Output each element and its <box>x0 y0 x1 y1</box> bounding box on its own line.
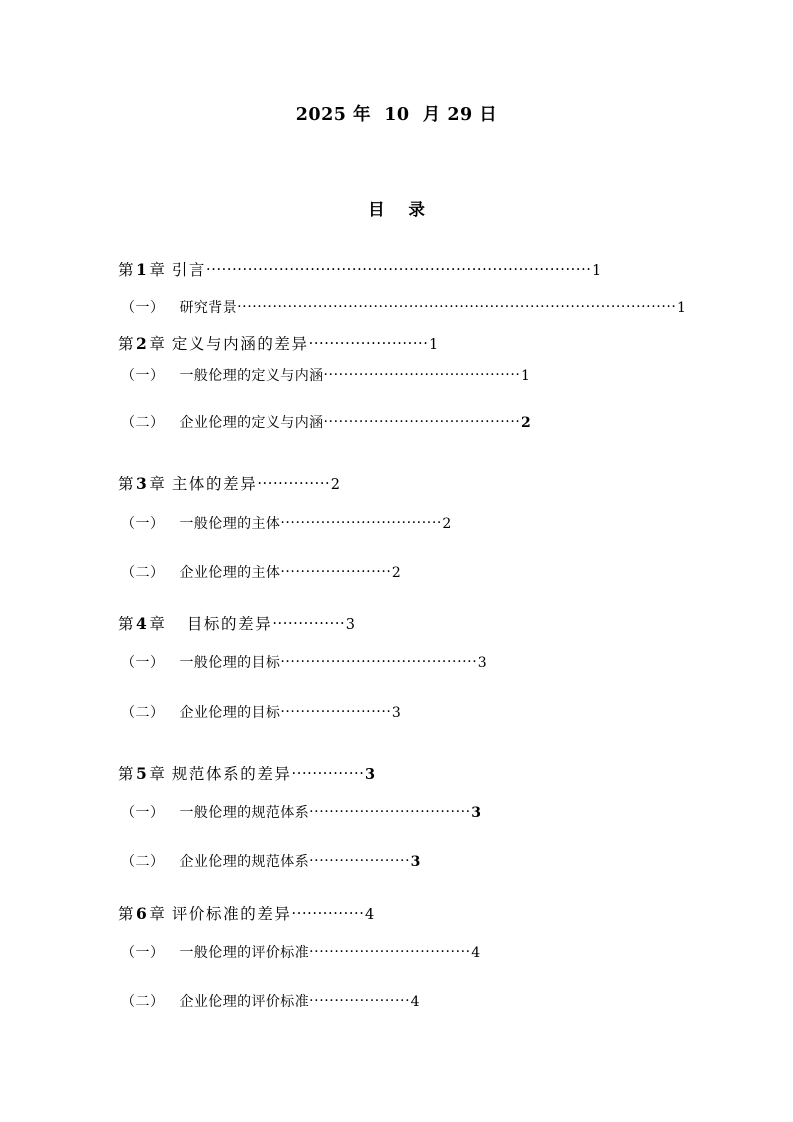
toc-section-row[interactable] <box>121 365 530 385</box>
toc-page-number: 1 <box>676 300 686 316</box>
toc-page-number: 3 <box>471 805 481 821</box>
toc-chapter-row[interactable] <box>118 902 374 924</box>
section-marker: （一） <box>121 805 165 821</box>
toc-entry-title: 企业伦理的评价标准 <box>179 994 310 1010</box>
page-title: 目 录 <box>368 200 434 219</box>
toc-section-row[interactable] <box>121 297 686 317</box>
toc-page-number: 2 <box>520 415 531 431</box>
chapter-unit: 章 <box>149 905 165 923</box>
chapter-label <box>118 902 165 924</box>
chapter-label <box>118 258 165 280</box>
chapter-prefix: 第 <box>118 335 134 353</box>
dot-leader: ······················································································· <box>237 300 677 314</box>
section-marker: （二） <box>121 415 165 431</box>
document-date: 2025 年 10 月 29 日 <box>295 105 498 125</box>
toc-page-number: 1 <box>520 368 530 384</box>
toc-section-row[interactable] <box>121 652 487 672</box>
dot-leader: ···················· <box>309 854 411 868</box>
toc-page-number: 4 <box>410 994 420 1010</box>
chapter-prefix: 第 <box>118 615 134 633</box>
toc-page-number: 3 <box>364 766 376 783</box>
toc-entry-title: 引言 <box>171 261 207 279</box>
dot-leader: ······································· <box>280 655 478 669</box>
chapter-label <box>118 332 165 354</box>
section-marker: （二） <box>121 705 165 721</box>
chapter-number: 1 <box>136 260 147 279</box>
toc-page-number: 2 <box>330 477 341 493</box>
chapter-number: 6 <box>136 904 147 923</box>
dot-leader: ···················· <box>309 994 411 1008</box>
chapter-unit: 章 <box>149 615 165 633</box>
toc-entry-title: 定义与内涵的差异 <box>171 335 309 353</box>
toc-entry-title: 主体的差异 <box>171 475 258 493</box>
toc-section-row[interactable] <box>121 851 420 871</box>
dot-leader: ······················ <box>280 705 392 719</box>
dot-leader: ································ <box>280 516 442 530</box>
toc-chapter-row[interactable] <box>118 258 601 280</box>
chapter-prefix: 第 <box>118 905 134 923</box>
dot-leader: ································ <box>309 945 471 959</box>
toc-entry-title: 一般伦理的目标 <box>179 655 281 671</box>
dot-leader: ·············· <box>291 907 365 922</box>
chapter-prefix: 第 <box>118 261 134 279</box>
chapter-label <box>118 472 165 494</box>
toc-entry-title: 一般伦理的规范体系 <box>179 805 310 821</box>
toc-page-number: 4 <box>471 945 481 961</box>
dot-leader: ·············· <box>291 767 365 782</box>
toc-page-number: 3 <box>410 854 421 870</box>
toc-page-number: 3 <box>345 617 356 633</box>
toc-section-row[interactable] <box>121 802 481 822</box>
toc-entry-title: 一般伦理的评价标准 <box>179 945 310 961</box>
section-marker: （二） <box>121 565 165 581</box>
chapter-number: 4 <box>136 614 147 633</box>
toc-page-number: 1 <box>428 337 439 353</box>
toc-chapter-row[interactable] <box>118 332 438 354</box>
dot-leader: ······················ <box>280 565 392 579</box>
toc-page-number: 2 <box>391 565 401 581</box>
section-marker: （一） <box>121 300 165 316</box>
toc-entry-title: 企业伦理的目标 <box>179 705 281 721</box>
toc-chapter-row[interactable] <box>118 612 355 634</box>
dot-leader: ······································· <box>323 415 521 429</box>
dot-leader: ·············· <box>257 477 331 492</box>
chapter-unit: 章 <box>149 335 165 353</box>
toc-chapter-row[interactable] <box>118 472 340 494</box>
toc-entry-title: 评价标准的差异 <box>171 905 292 923</box>
toc-chapter-row[interactable] <box>118 762 375 784</box>
section-marker: （一） <box>121 655 165 671</box>
chapter-unit: 章 <box>149 765 165 783</box>
section-marker: （一） <box>121 516 165 532</box>
toc-entry-title: 一般伦理的主体 <box>179 516 281 532</box>
chapter-prefix: 第 <box>118 475 134 493</box>
chapter-number: 2 <box>136 334 147 353</box>
toc-page-number: 2 <box>442 516 452 532</box>
chapter-number: 5 <box>136 764 147 783</box>
dot-leader: ································ <box>309 805 471 819</box>
chapter-label <box>118 612 165 634</box>
toc-page-number: 3 <box>391 705 401 721</box>
toc-entry-title: 研究背景 <box>179 300 238 316</box>
toc-section-row[interactable] <box>121 702 401 722</box>
chapter-unit: 章 <box>149 261 165 279</box>
toc-page-number: 4 <box>364 907 375 923</box>
toc-page-number: 3 <box>477 655 487 671</box>
dot-leader: ·············· <box>272 617 346 632</box>
toc-section-row[interactable] <box>121 942 480 962</box>
toc-entry-title: 规范体系的差异 <box>171 765 292 783</box>
dot-leader: ·········································································· <box>206 263 592 278</box>
toc-entry-title: 企业伦理的定义与内涵 <box>179 415 324 431</box>
chapter-prefix: 第 <box>118 765 134 783</box>
section-marker: （二） <box>121 994 165 1010</box>
section-marker: （一） <box>121 945 165 961</box>
chapter-number: 3 <box>136 474 147 493</box>
toc-entry-title: 企业伦理的规范体系 <box>179 854 310 870</box>
dot-leader: ······················· <box>308 337 429 352</box>
section-marker: （一） <box>121 368 165 384</box>
section-marker: （二） <box>121 854 165 870</box>
toc-page-number: 1 <box>592 263 602 279</box>
toc-section-row[interactable] <box>121 991 420 1011</box>
dot-leader: ······································· <box>323 368 521 382</box>
chapter-unit: 章 <box>149 475 165 493</box>
toc-entry-title: 企业伦理的主体 <box>179 565 281 581</box>
toc-section-row[interactable] <box>121 513 451 533</box>
toc-entry-title: 一般伦理的定义与内涵 <box>179 368 324 384</box>
chapter-label <box>118 762 165 784</box>
toc-entry-title: 目标的差异 <box>186 615 273 633</box>
toc-section-row[interactable] <box>121 562 401 582</box>
toc-section-row[interactable] <box>121 412 531 432</box>
